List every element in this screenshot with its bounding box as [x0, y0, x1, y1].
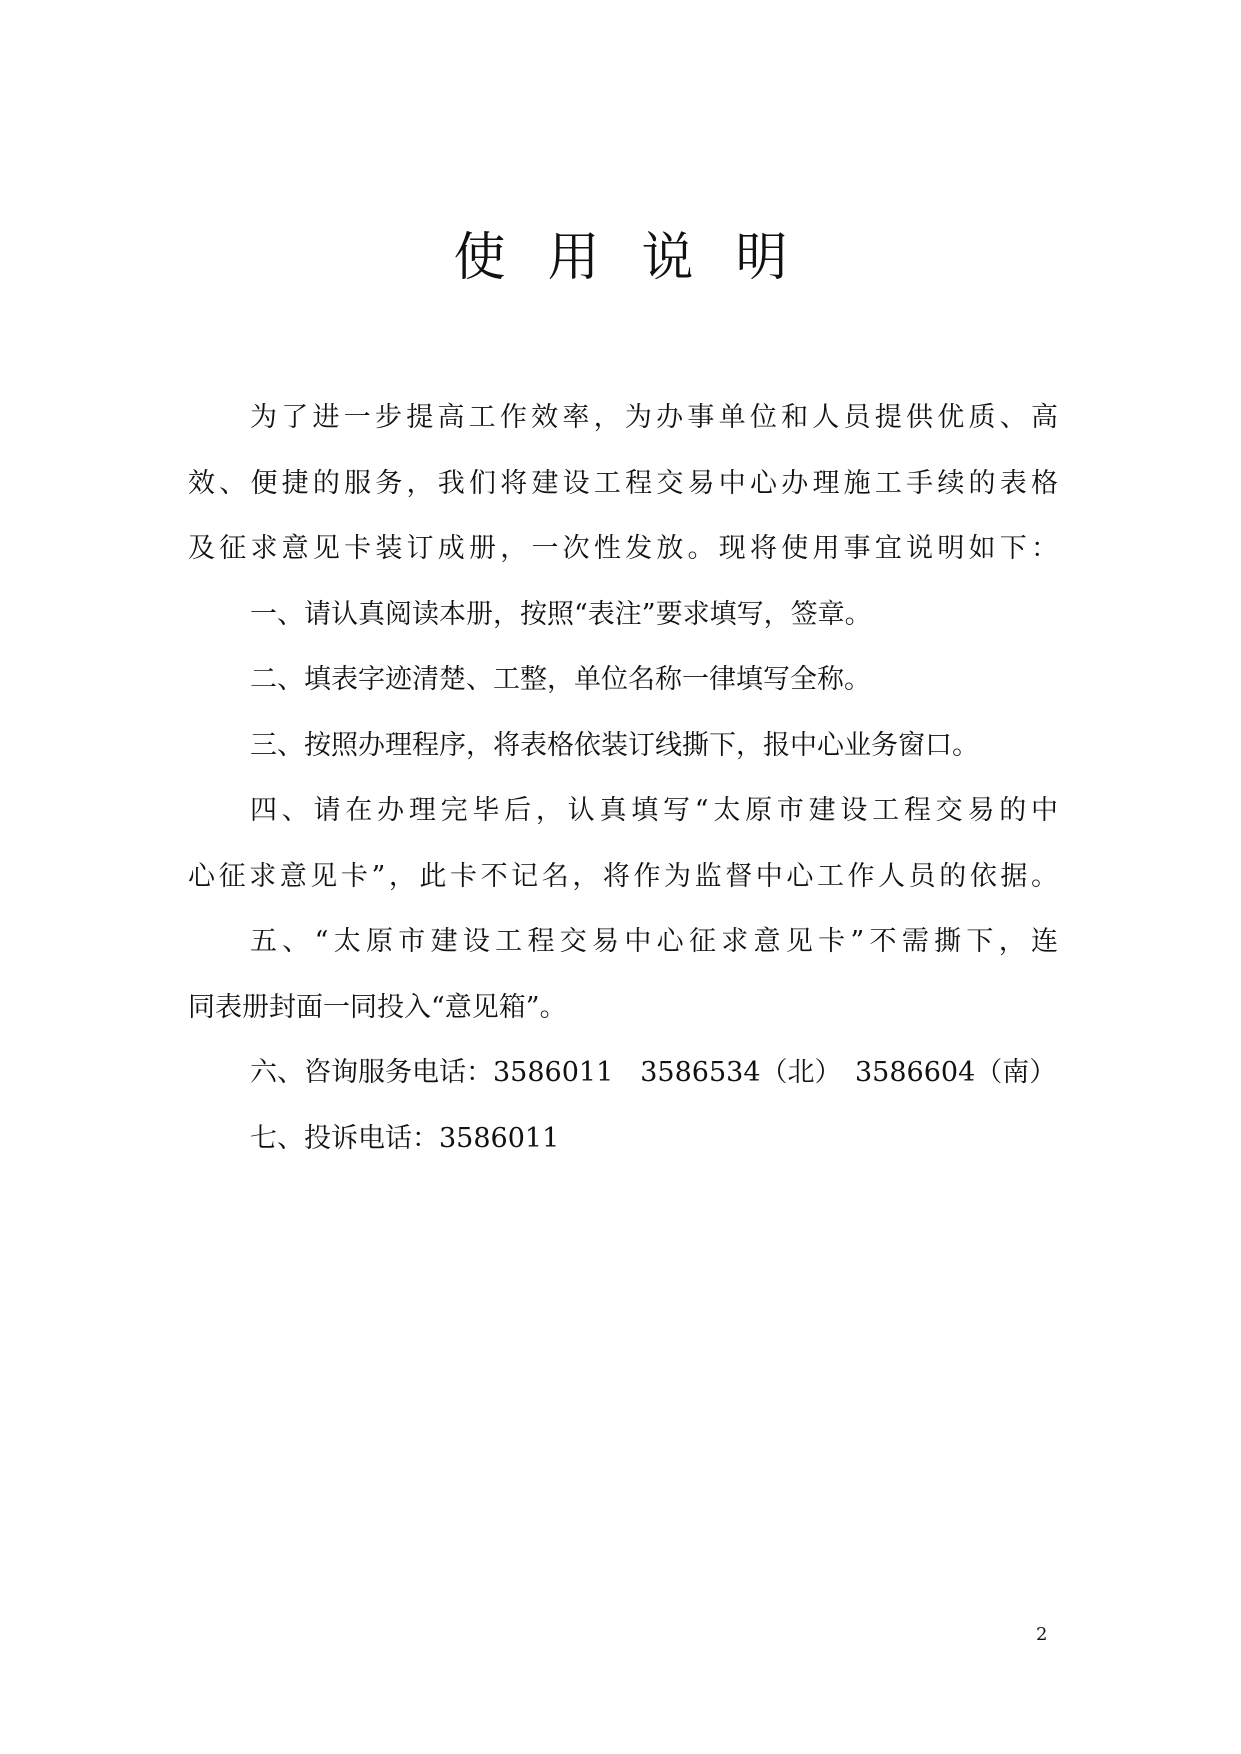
intro-line-1: 为了进一步提高工作效率，为办事单位和人员提供优质、高	[250, 402, 1058, 433]
page-title: 使用说明	[453, 228, 830, 288]
intro-line-3: 及征求意见卡装订成册，一次性发放。现将使用事宜说明如下：	[188, 533, 1058, 564]
page-number: 2	[1036, 1624, 1048, 1645]
instruction-item-4-line-1: 四、请在办理完毕后，认真填写“太原市建设工程交易的中	[250, 795, 1058, 826]
instruction-item-3: 三、按照办理程序，将表格依装订线撕下，报中心业务窗口。	[250, 729, 979, 761]
instruction-item-5-line-2: 同表册封面一同投入“意见箱”。	[188, 991, 567, 1023]
intro-line-2: 效、便捷的服务，我们将建设工程交易中心办理施工手续的表格	[188, 467, 1058, 499]
document-body	[188, 402, 1058, 1188]
instruction-item-2: 二、填表字迹清楚、工整，单位名称一律填写全称。	[250, 664, 871, 695]
instruction-item-5-line-1: 五、“太原市建设工程交易中心征求意见卡”不需撕下，连	[250, 926, 1058, 957]
instruction-item-4-line-2: 心征求意见卡”，此卡不记名，将作为监督中心工作人员的依据。	[188, 860, 1058, 892]
consultation-phone-line: 六、咨询服务电话：3586011 3586534（北） 3586604（南）	[250, 1057, 1057, 1088]
instruction-item-1: 一、请认真阅读本册，按照“表注”要求填写，签章。	[250, 598, 872, 630]
complaint-phone-line: 七、投诉电话：3586011	[250, 1122, 560, 1154]
